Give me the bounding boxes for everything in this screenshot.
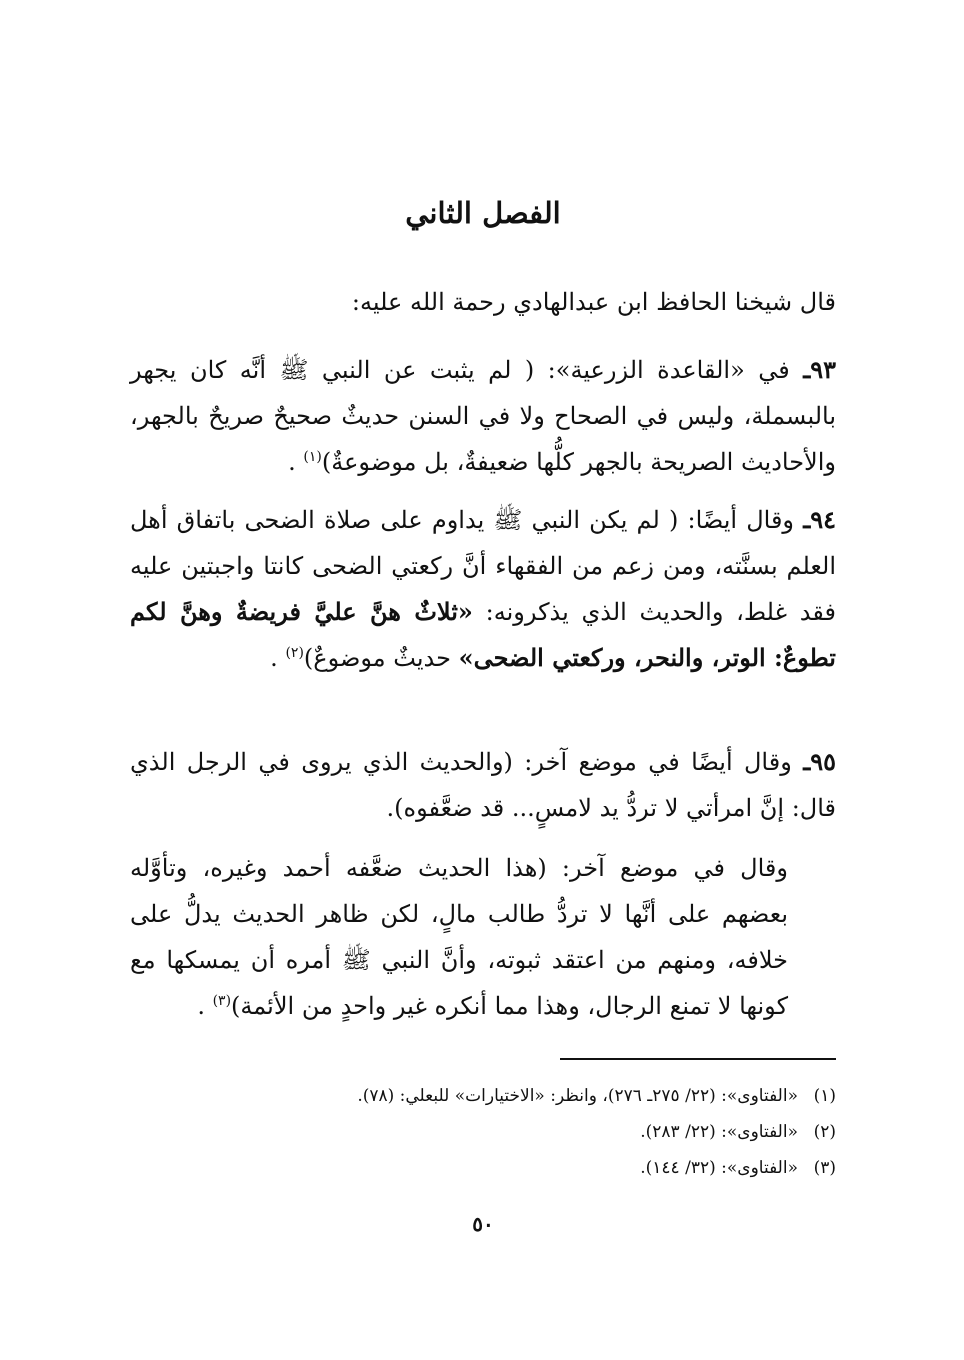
footnote-ref: (١) xyxy=(303,449,322,465)
paragraph-text: وقال أيضًا في موضع آخر: (والحديث الذي يروى في الرجل الذي قال: إنَّ امرأتي لا تردُّ يد لامسٍ... قد ضعَّفوه). xyxy=(130,748,836,822)
footnote-item xyxy=(130,1114,836,1150)
paragraph-95-continued xyxy=(130,845,836,1029)
footnote-item xyxy=(130,1150,836,1186)
paragraph-93 xyxy=(130,347,836,485)
footnote-number: (١) xyxy=(813,1086,836,1106)
paragraph-text: وقال أيضًا: ( لم يكن النبي ﷺ يداوم على صلاة الضحى باتفاق أهل العلم بسنَّته، ومن زعم من الفقهاء أنَّ ركعتي الضحى كانتا واجبتين عليه فقد غلط، والحديث الذي يذكرونه: xyxy=(130,506,836,626)
footnote-text: «الفتاوى»: (٢٢/ ٢٨٣). xyxy=(640,1122,798,1142)
footnote-number: (٣) xyxy=(813,1158,836,1178)
paragraph-end: . xyxy=(270,644,286,672)
paragraph-end: . xyxy=(197,992,213,1020)
footnote-number: (٢) xyxy=(813,1122,836,1142)
footnote-ref: (٢) xyxy=(285,645,304,661)
paragraph-end: . xyxy=(288,448,304,476)
paragraph-text: في «القاعدة الزرعية»: ( لم يثبت عن النبي ﷺ أنَّه كان يجهر بالبسملة، وليس في الصحاح ولا في السنن حديثٌ صحيحٌ صريحٌ بالجهر، والأحاديث الصريحة بالجهر كلُّها ضعيفةٌ، بل موضوعةٌ) xyxy=(130,356,836,476)
paragraph-text: وقال في موضع آخر: (هذا الحديث ضعَّفه أحمد وغيره، وتأوَّله بعضهم على أنَّها لا تردُّ طالب مالٍ، لكن ظاهر الحديث يدلُّ على خلافه، ومنهم من اعتقد ثبوته، وأنَّ النبي ﷺ أمره أن يمسكها مع كونها لا تمنع الرجال، وهذا مما أنكره غير واحدٍ من الأئمة) xyxy=(130,854,788,1020)
footnote-text: «الفتاوى»: (٣٢/ ١٤٤). xyxy=(640,1158,798,1178)
footnote-ref: (٣) xyxy=(212,993,232,1009)
document-page xyxy=(130,0,836,1360)
paragraph-number: ٩٥ـ xyxy=(803,747,836,776)
intro-line: قال شيخنا الحافظ ابن عبدالهادي رحمة الله عليه: xyxy=(351,288,836,316)
hadith-quote: «ثلاثٌ هنَّ عليَّ فريضةٌ وهنَّ لكم تطوعٌ: الوتر، والنحر، وركعتي الضحى» xyxy=(130,597,836,672)
footnote-divider xyxy=(560,1058,836,1060)
footnote-item xyxy=(130,1078,836,1114)
footnote-text: «الفتاوى»: (٢٢/ ٢٧٥ـ ٢٧٦)، وانظر: «الاختيارات» للبعلي: (٧٨). xyxy=(357,1086,798,1106)
paragraph-number: ٩٤ـ xyxy=(803,505,836,534)
paragraph-number: ٩٣ـ xyxy=(803,355,836,384)
chapter-title: الفصل الثاني xyxy=(405,196,561,230)
page-number: ٥٠ xyxy=(472,1212,494,1236)
paragraph-text-after: حديثٌ موضوعٌ) xyxy=(303,644,459,672)
paragraph-95 xyxy=(130,739,836,831)
paragraph-94 xyxy=(130,497,836,681)
footnotes-list xyxy=(130,1078,836,1186)
